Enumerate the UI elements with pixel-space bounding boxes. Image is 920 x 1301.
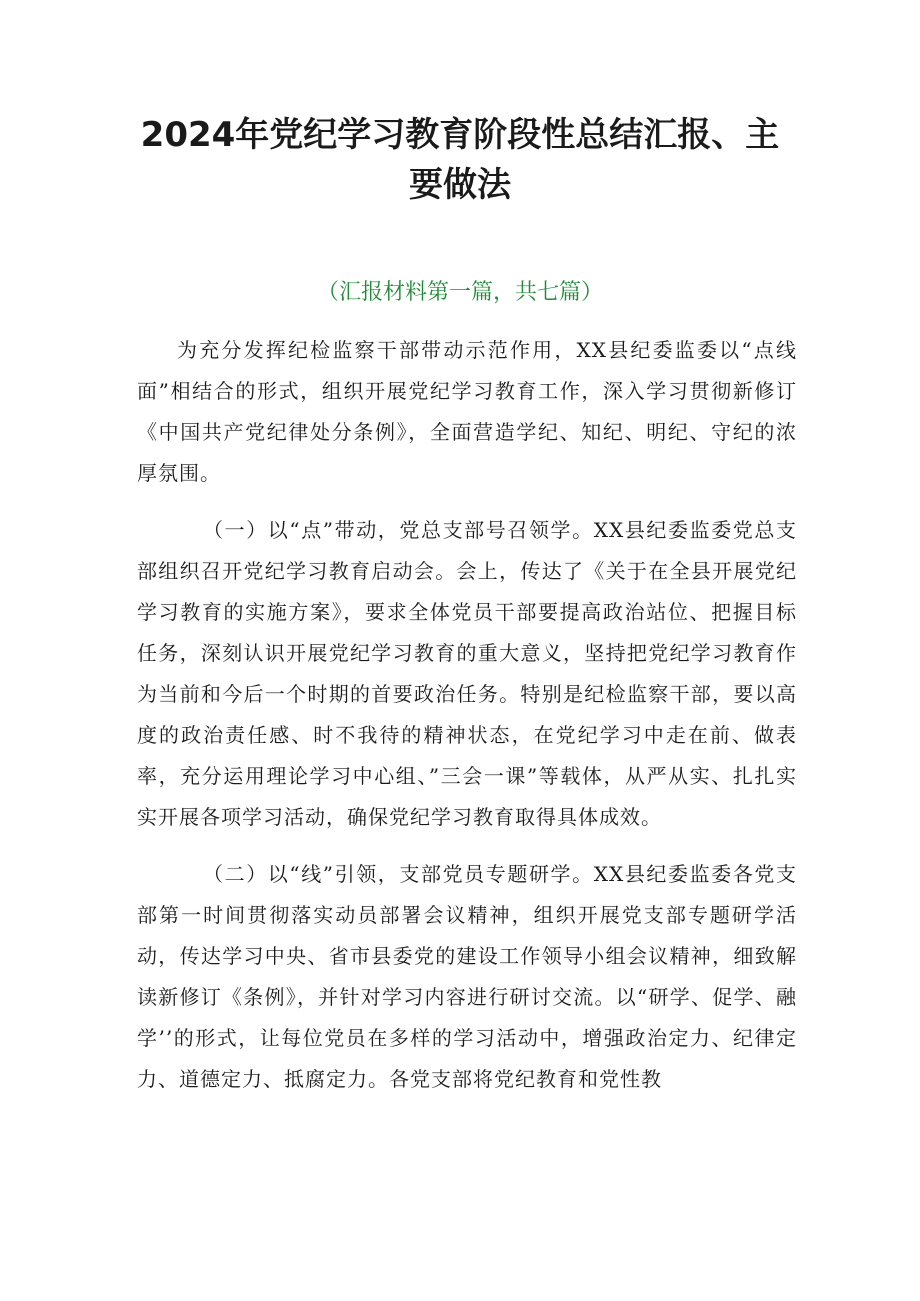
document-title: 2024年党纪学习教育阶段性总结汇报、主要做法 — [140, 115, 780, 205]
section-one-paragraph: （一）以“点”带动，党总支部号召领学。XX县纪委监委党总支部组织召开党纪学习教育启动会。会上，传达了《关于在全县开展党纪学习教育的实施方案》，要求全体党员干部要提高政治站位、把握目标任务，深刻认识开展党纪学习教育的重大意义，坚持把党纪学习教育作为当前和今后一个时期的首要政治任务。特别是纪检监察干部，要以高度的政治责任感、时不我待的精神状态，在党纪学习中走在前、做表率，充分运用理论学习中心组、”三会一课”等载体，从严从实、扎扎实实开展各项学习活动，确保党纪学习教育取得具体成效。 — [137, 518, 797, 829]
document-body — [137, 330, 797, 1116]
document-subtitle: （汇报材料第一篇，共七篇） — [316, 280, 603, 305]
section-two-paragraph: （二）以“线”引领，支部党员专题研学。XX县纪委监委各党支部第一时间贯彻落实动员部署会议精神，组织开展党支部专题研学活动，传达学习中央、省市县委党的建设工作领导小组会议精神，细致解读新修订《条例》，并针对学习内容进行研讨交流。以“研学、促学、融学’’的形式，让每位党员在多样的学习活动中，增强政治定力、纪律定力、道德定力、抵腐定力。各党支部将党纪教育和党性教 — [137, 862, 797, 1091]
intro-paragraph: 为充分发挥纪检监察干部带动示范作用，XX县纪委监委以“点线面”相结合的形式，组织开展党纪学习教育工作，深入学习贯彻新修订《中国共产党纪律处分条例》，全面营造学纪、知纪、明纪、守纪的浓厚氛围。 — [137, 338, 797, 485]
